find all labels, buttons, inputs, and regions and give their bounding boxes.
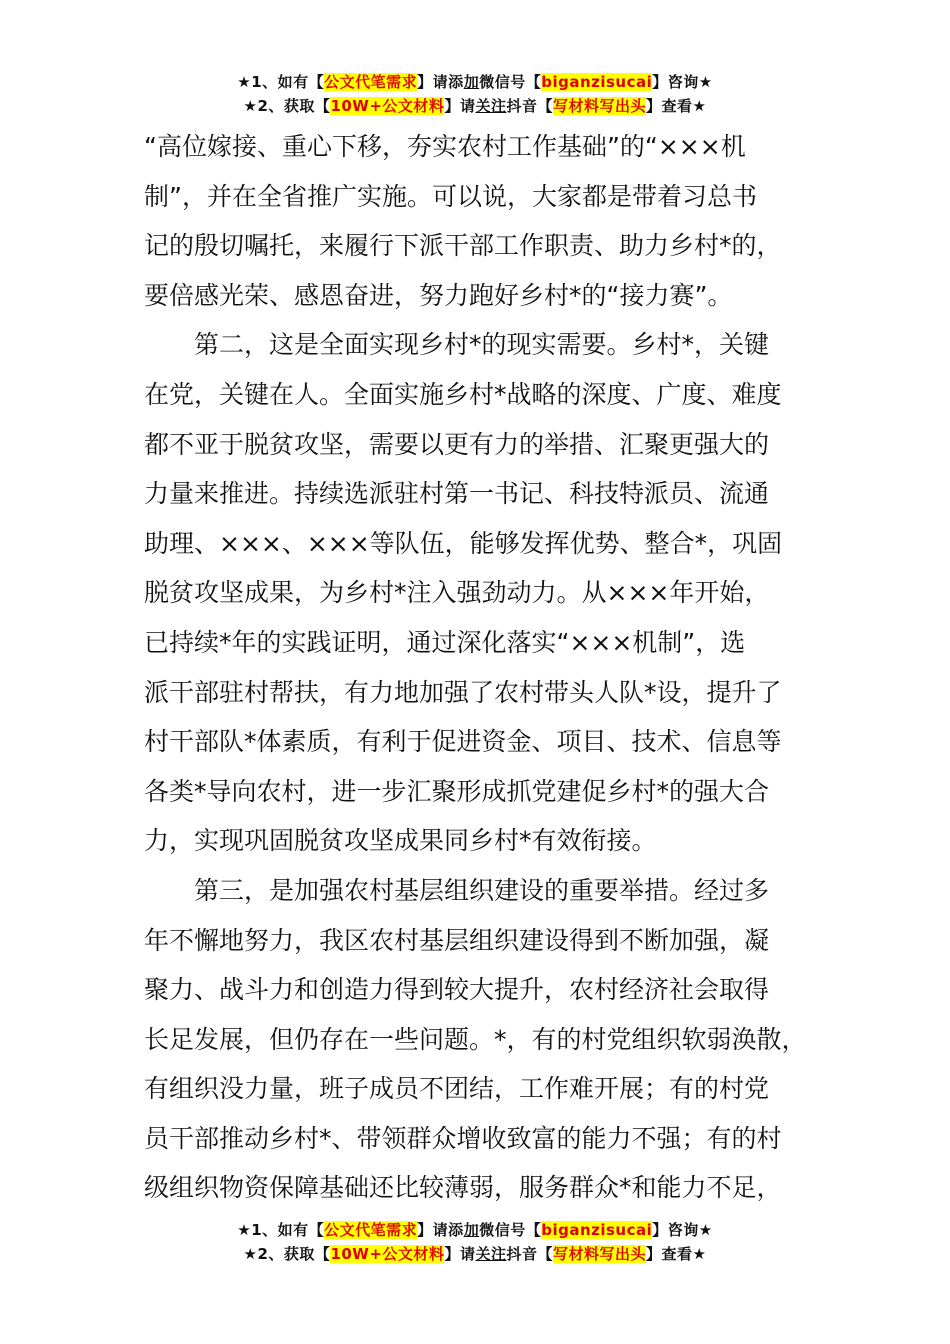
text-line: 有组织没力量，班子成员不团结，工作难开展；有的村党	[144, 1074, 770, 1104]
text-line: 记的殷切嘱托，来履行下派干部工作职责、助力乡村*的，	[144, 231, 782, 261]
footer-banner	[0, 1218, 950, 1266]
highlight-text: 公文代笔需求	[324, 1221, 418, 1239]
douyin-account: 写材料写出头	[552, 97, 646, 115]
text-line: 长足发展，但仍存在一些问题。*，有的村党组织软弱涣散，	[144, 1024, 807, 1054]
text-line: 力量来推进。持续选派驻村第一书记、科技特派员、流通	[144, 479, 770, 509]
text-line: 第三，是加强农村基层组织建设的重要举措。经过多	[144, 875, 770, 905]
banner-line-1: ★1、如有【公文代笔需求】请添加微信号【biganzisucai】咨询★	[237, 1221, 713, 1239]
banner-line-2: ★2、获取【10W+公文材料】请关注抖音【写材料写出头】查看★	[243, 1245, 707, 1263]
text-line: 年不懈地努力，我区农村基层组织建设得到不断加强，凝	[144, 925, 770, 955]
text-line: 村干部队*体素质，有利于促进资金、项目、技术、信息等	[144, 727, 782, 757]
text-line: 力，实现巩固脱贫攻坚成果同乡村*有效衔接。	[144, 826, 657, 856]
text-line: 已持续*年的实践证明，通过深化落实“×××机制”，选	[144, 627, 746, 657]
wechat-id: biganzisucai	[541, 1221, 653, 1239]
text-line: “高位嫁接、重心下移，夯实农村工作基础”的“×××机	[144, 132, 746, 161]
text-line: 在党，关键在人。全面实施乡村*战略的深度、广度、难度	[144, 379, 782, 409]
douyin-account: 写材料写出头	[552, 1245, 646, 1263]
highlight-text: 公文代笔需求	[324, 73, 418, 91]
text-line: 都不亚于脱贫攻坚，需要以更有力的举措、汇聚更强大的	[144, 429, 770, 459]
highlight-text: 10W+公文材料	[330, 97, 445, 115]
text-line: 制”，并在全省推广实施。可以说，大家都是带着习总书	[144, 181, 757, 211]
text-line: 聚力、战斗力和创造力得到较大提升，农村经济社会取得	[144, 975, 770, 1005]
header-banner	[0, 70, 950, 118]
banner-line-2: ★2、获取【10W+公文材料】请关注抖音【写材料写出头】查看★	[243, 97, 707, 115]
wechat-id: biganzisucai	[541, 73, 653, 91]
highlight-text: 10W+公文材料	[330, 1245, 445, 1263]
text-line: 派干部驻村帮扶，有力地加强了农村带头人队*设，提升了	[144, 677, 782, 707]
text-line: 员干部推动乡村*、带领群众增收致富的能力不强；有的村	[144, 1123, 782, 1153]
text-line: 助理、×××、×××等队伍，能够发挥优势、整合*，巩固	[144, 528, 783, 558]
document-body	[144, 122, 824, 1213]
text-line: 第二，这是全面实现乡村*的现实需要。乡村*，关键	[144, 330, 770, 360]
text-line: 各类*导向农村，进一步汇聚形成抓党建促乡村*的强大合	[144, 776, 770, 806]
text-line: 级组织物资保障基础还比较薄弱，服务群众*和能力不足，	[144, 1173, 782, 1203]
text-line: 脱贫攻坚成果，为乡村*注入强劲动力。从×××年开始，	[144, 578, 770, 608]
banner-line-1: ★1、如有【公文代笔需求】请添加微信号【biganzisucai】咨询★	[237, 73, 713, 91]
text-line: 要倍感光荣、感恩奋进，努力跑好乡村*的“接力赛”。	[144, 280, 733, 310]
